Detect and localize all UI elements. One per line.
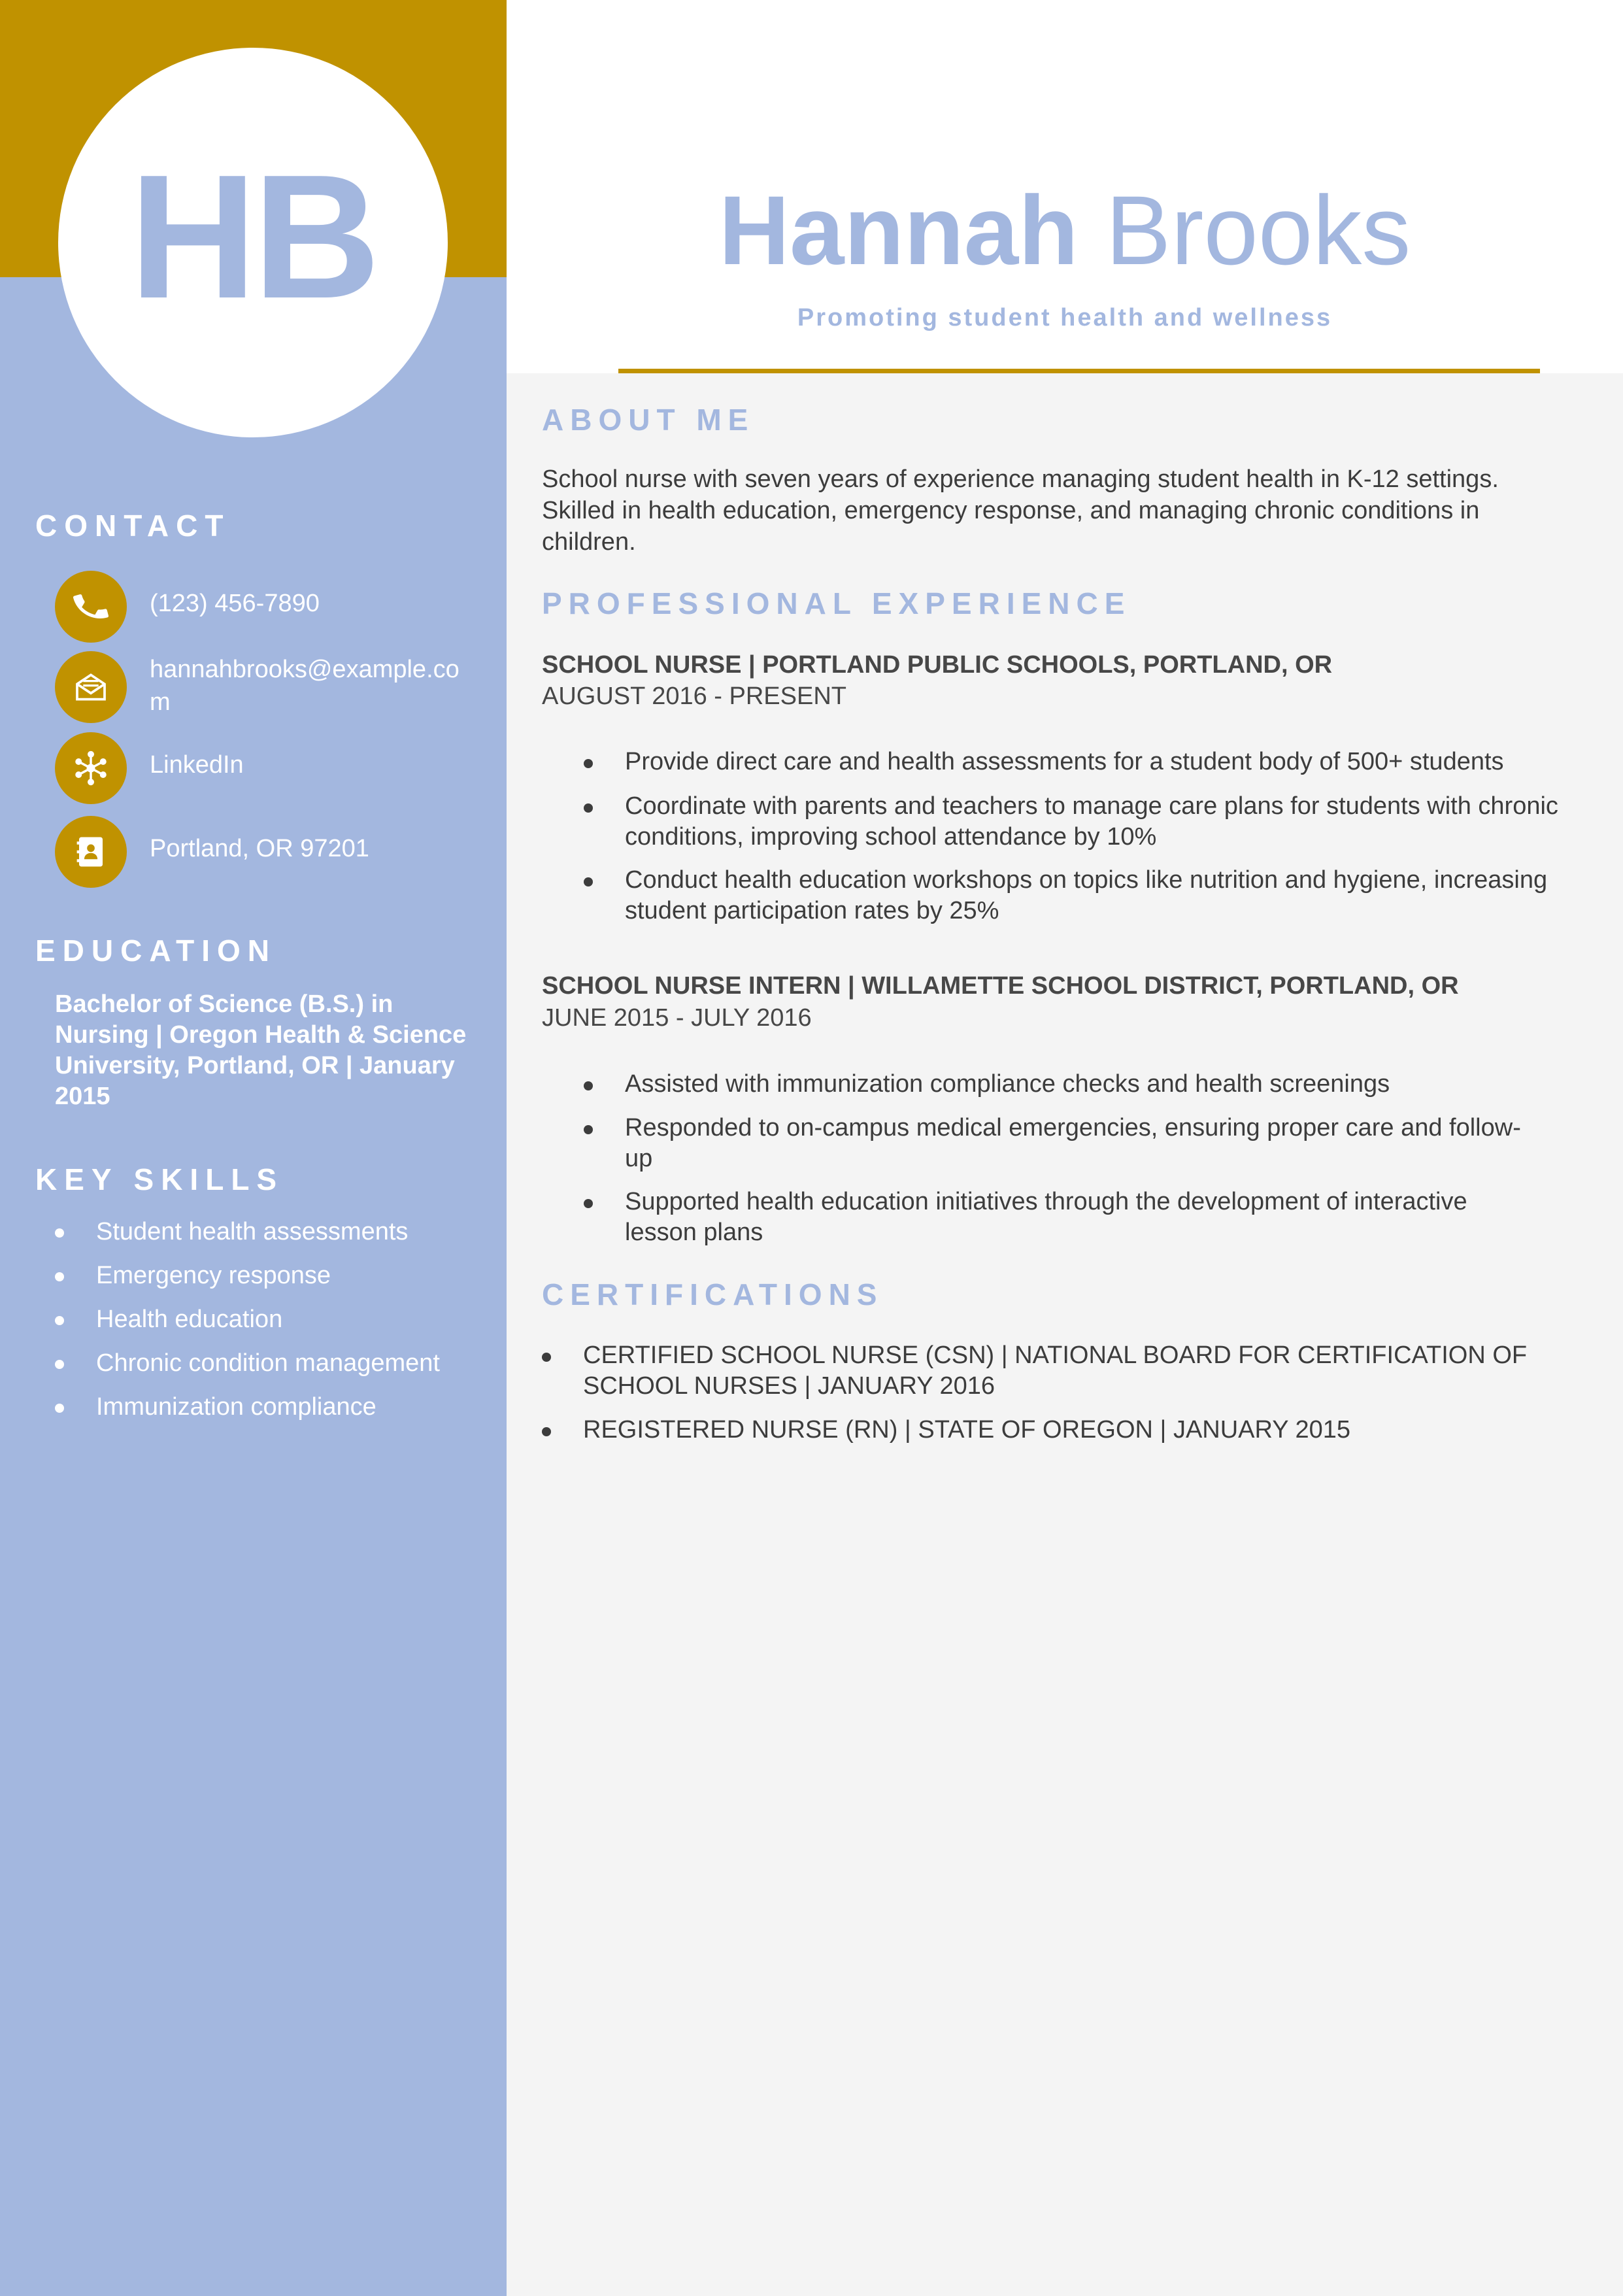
contact-linkedin — [55, 732, 477, 804]
about-heading: ABOUT ME — [542, 403, 755, 437]
skill-item: Chronic condition management — [55, 1347, 440, 1379]
skill-item: Student health assessments — [55, 1216, 440, 1247]
education-heading: EDUCATION — [35, 934, 277, 968]
certifications-heading: CERTIFICATIONS — [542, 1277, 884, 1311]
tagline: Promoting student health and wellness — [797, 304, 1333, 331]
address-book-icon — [55, 816, 127, 888]
job-title: SCHOOL NURSE | PORTLAND PUBLIC SCHOOLS, PORTLAND, OR — [542, 651, 1333, 679]
job-bullet: Provide direct care and health assessments for a student body of 500+ students — [584, 747, 1564, 777]
experience-heading: PROFESSIONAL EXPERIENCE — [542, 586, 1131, 620]
skill-item: Immunization compliance — [55, 1391, 440, 1423]
job-bullet: Responded to on-campus medical emergencies, ensuring proper care and follow-up — [584, 1113, 1545, 1174]
contact-heading: CONTACT — [35, 509, 231, 543]
job-title: SCHOOL NURSE INTERN | WILLAMETTE SCHOOL DISTRICT, PORTLAND, OR — [542, 972, 1459, 1000]
contact-location — [55, 816, 477, 888]
job-bullets — [584, 1069, 1545, 1248]
email-text[interactable]: hannahbrooks@example.com — [150, 656, 460, 716]
envelope-icon — [55, 651, 127, 723]
about-text: School nurse with seven years of experience managing student health in K-12 settings. Skilled in health education, emergency response, and managing chronic conditions in children. — [542, 465, 1499, 556]
skills-heading: KEY SKILLS — [35, 1162, 284, 1196]
last-name: Brooks — [1105, 175, 1411, 285]
full-name — [507, 175, 1623, 285]
monogram: HB — [129, 139, 376, 335]
phone-icon — [55, 571, 127, 643]
certification-item: REGISTERED NURSE (RN) | STATE OF OREGON | JANUARY 2015 — [542, 1415, 1562, 1445]
linkedin-link[interactable]: LinkedIn — [150, 751, 244, 779]
job-bullet: Coordinate with parents and teachers to manage care plans for students with chronic conditions, improving school attendance by 10% — [584, 791, 1564, 853]
contact-email — [55, 651, 477, 723]
job-bullet: Supported health education initiatives through the development of interactive lesson plans — [584, 1187, 1545, 1248]
network-icon — [55, 732, 127, 804]
certifications-list — [542, 1340, 1562, 1445]
skills-list — [55, 1216, 440, 1435]
job-bullet: Conduct health education workshops on topics like nutrition and hygiene, increasing student participation rates by 25% — [584, 865, 1564, 926]
contact-phone — [55, 571, 477, 643]
phone-text[interactable]: (123) 456-7890 — [150, 590, 320, 617]
job-dates: AUGUST 2016 - PRESENT — [542, 683, 847, 710]
certification-item: CERTIFIED SCHOOL NURSE (CSN) | NATIONAL BOARD FOR CERTIFICATION OF SCHOOL NURSES | JANUARY 2016 — [542, 1340, 1562, 1402]
job-bullets — [584, 747, 1564, 926]
job-dates: JUNE 2015 - JULY 2016 — [542, 1004, 812, 1032]
monogram-badge — [58, 48, 448, 437]
header-divider — [618, 369, 1540, 373]
job-bullet: Assisted with immunization compliance checks and health screenings — [584, 1069, 1545, 1100]
first-name: Hannah — [718, 175, 1079, 285]
skill-item: Emergency response — [55, 1260, 440, 1291]
education-entry: Bachelor of Science (B.S.) in Nursing | Oregon Health & Science University, Portland, OR | January 2015 — [55, 990, 467, 1110]
skill-item: Health education — [55, 1304, 440, 1335]
location-text: Portland, OR 97201 — [150, 835, 369, 862]
